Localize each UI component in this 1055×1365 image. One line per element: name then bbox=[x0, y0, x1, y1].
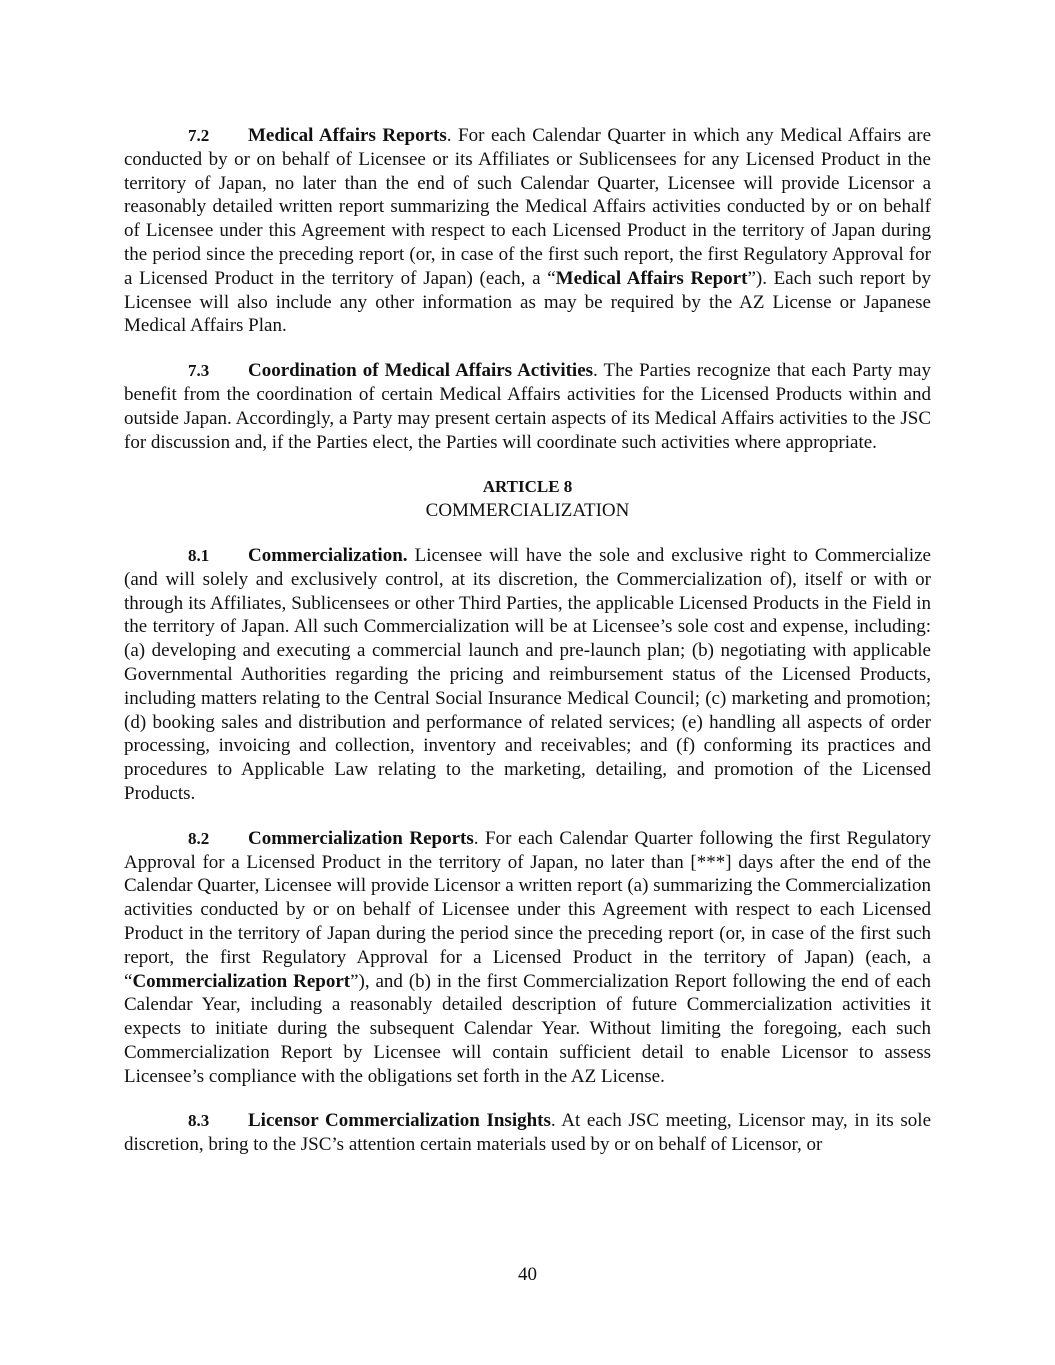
section-title: Commercialization. bbox=[248, 544, 408, 566]
section-8-1 bbox=[124, 544, 931, 806]
section-title: Medical Affairs Reports bbox=[248, 125, 447, 146]
section-body: ”). Each such report by Licensee will also include any other information as may be required by the AZ License or Japanese Medical Affairs Plan. bbox=[124, 267, 931, 337]
defined-term: Medical Affairs Report bbox=[555, 267, 748, 289]
page-number: 40 bbox=[518, 1264, 537, 1285]
article-heading bbox=[124, 475, 931, 523]
section-body: ”), and (b) in the first Commercialization Report following the end of each Calendar Year, including a reasonably detailed description of future Commercialization activities it expects to initiate during the subsequent Calendar Year. Without limiting the foregoing, each such Commercialization Report by Licensee will contain sufficient detail to enable Licensor to assess Licensee’s compliance with the obligations set forth in the AZ License. bbox=[124, 970, 931, 1087]
section-7-2 bbox=[124, 124, 931, 338]
article-title: COMMERCIALIZATION bbox=[425, 500, 630, 522]
section-body: Licensee will have the sole and exclusive right to Commercialize (and will solely and exclusively control, at its discretion, the Commercialization of), itself or with or through its Affiliates, Sublicensees or other Third Parties, the applicable Licensed Products in the Field in the territory of Japan. All such Commercialization will be at Licensee’s sole cost and expense, including: (a) developing and executing a commercial launch and pre-launch plan; (b) negotiating with applicable Governmental Authorities regarding the pricing and reimbursement status of the Licensed Products, including matters relating to the Central Social Insurance Medical Council; (c) marketing and promotion; (d) booking sales and distribution and performance of related services; (e) handling all aspects of order processing, invoicing and collection, inventory and receivables; and (f) conforming its practices and procedures to Applicable Law relating to the marketing, detailing, and promotion of the Licensed Products. bbox=[124, 544, 931, 804]
section-number: 8.3 bbox=[188, 1111, 210, 1131]
section-8-2 bbox=[124, 827, 931, 1089]
section-body: . For each Calendar Quarter in which any Medical Affairs are conducted by or on behalf of Licensee or its Affiliates or Sublicensees for any Licensed Product in the territory of Japan, no later than the end of such Calendar Quarter, Licensee will provide Licensor a reasonably detailed written report summarizing the Medical Affairs activities conducted by or on behalf of Licensee under this Agreement with respect to each Licensed Product in the territory of Japan during the period since the preceding report (or, in case of the first such report, the first Regulatory Approval for a Licensed Product in the territory of Japan) (each, a “ bbox=[124, 125, 931, 289]
section-title: Commercialization Reports bbox=[248, 827, 474, 849]
document-page bbox=[124, 124, 931, 1157]
section-body: . For each Calendar Quarter following the first Regulatory Approval for a Licensed Product in the territory of Japan, no later than [***] days after the end of the Calendar Quarter, Licensee will provide Licensor a written report (a) summarizing the Commercialization activities conducted by or on behalf of Licensee under this Agreement with respect to each Licensed Product in the territory of Japan during the period since the preceding report (or, in case of the first such report, the first Regulatory Approval for a Licensed Product in the territory of Japan) (each, a “ bbox=[124, 827, 932, 992]
section-body: . At each JSC meeting, Licensor may, in its sole discretion, bring to the JSC’s attention certain materials used by or on behalf of Licensor, or bbox=[124, 1110, 932, 1156]
defined-term: Commercialization Report bbox=[132, 970, 351, 992]
article-number: ARTICLE 8 bbox=[482, 477, 573, 497]
section-number: 7.3 bbox=[188, 361, 210, 381]
section-number: 8.2 bbox=[188, 828, 210, 848]
section-title: Licensor Commercialization Insights bbox=[248, 1110, 551, 1132]
section-7-3 bbox=[124, 359, 931, 454]
section-body: . The Parties recognize that each Party may benefit from the coordination of certain Medical Affairs activities for the Licensed Products within and outside Japan. Accordingly, a Party may present certain aspects of its Medical Affairs activities to the JSC for discussion and, if the Parties elect, the Parties will coordinate such activities where appropriate. bbox=[124, 360, 931, 453]
section-8-3 bbox=[124, 1109, 931, 1157]
section-number: 8.1 bbox=[188, 545, 210, 565]
section-title: Coordination of Medical Affairs Activities bbox=[248, 360, 594, 382]
section-number: 7.2 bbox=[188, 126, 210, 145]
